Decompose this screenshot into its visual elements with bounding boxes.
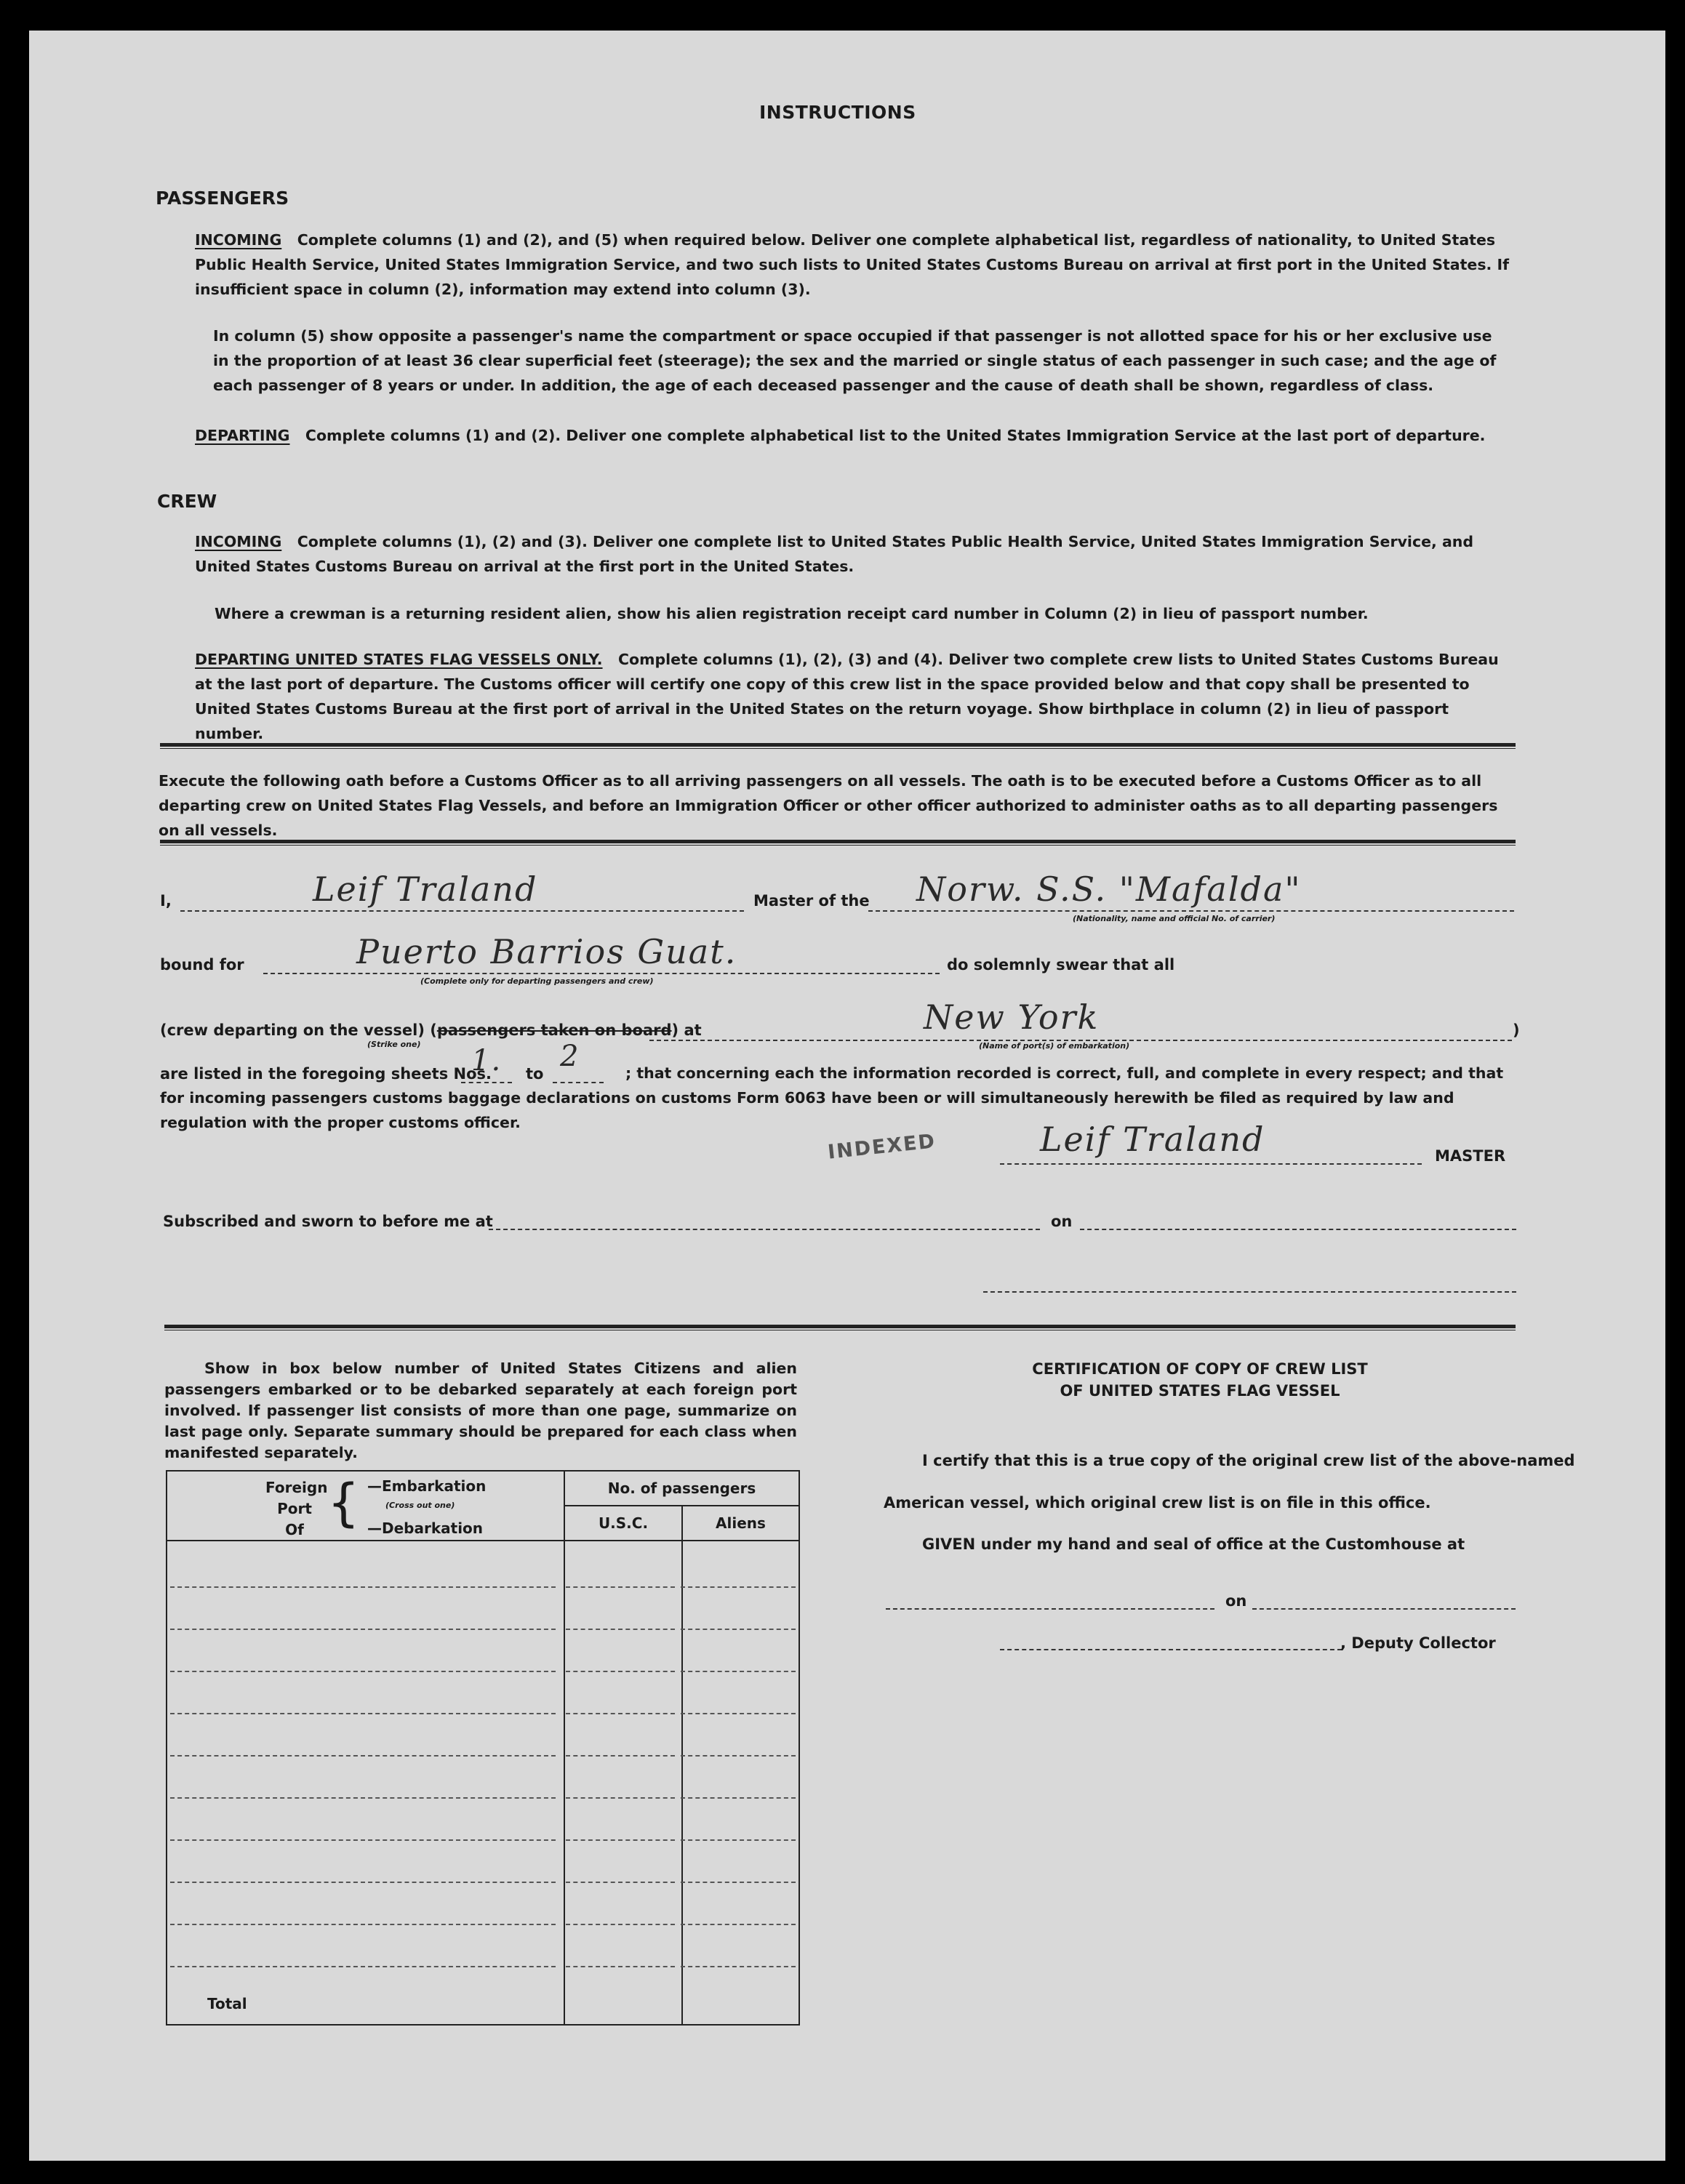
port-label: Port xyxy=(277,1500,312,1517)
summary-note: Show in box below number of United States Citizens and alien passengers embarked or to be debarked separately at each foreign port involved. If passenger list consists of more than one page, summarize on last page only. Separate summary should be prepared for each class when manifested separately. xyxy=(164,1360,797,1461)
on-label: on xyxy=(1051,1213,1073,1230)
sheet-to-handwritten: 2 xyxy=(560,1040,580,1073)
table-row-line[interactable] xyxy=(566,1713,675,1714)
destination-line xyxy=(263,973,940,974)
aliens-header: Aliens xyxy=(682,1506,799,1541)
table-row-line[interactable] xyxy=(566,1755,675,1757)
table-row-line[interactable] xyxy=(170,1839,556,1841)
table-row-line[interactable] xyxy=(170,1882,556,1883)
certify-line-3: GIVEN under my hand and seal of office at the Customhouse at xyxy=(922,1535,1465,1553)
port-header-cell xyxy=(167,1471,564,1541)
table-row-line[interactable] xyxy=(566,1671,675,1672)
deputy-signature-line[interactable] xyxy=(1000,1649,1342,1650)
debarkation-label: —Debarkation xyxy=(367,1519,484,1537)
usc-header: U.S.C. xyxy=(564,1506,682,1541)
port-handwritten: New York xyxy=(924,997,1100,1037)
table-row-line[interactable] xyxy=(681,1839,796,1841)
sheet-from-handwritten: 1. xyxy=(471,1044,503,1077)
destination-caption: (Complete only for departing passengers and crew) xyxy=(420,976,654,986)
foreign-label: Foreign xyxy=(265,1479,328,1496)
table-row-line[interactable] xyxy=(170,1671,556,1672)
oath-i-label: I, xyxy=(160,892,172,910)
divider xyxy=(160,840,1516,846)
indexed-stamp: INDEXED xyxy=(826,1130,937,1164)
master-label: MASTER xyxy=(1435,1147,1506,1165)
total-cell xyxy=(167,1541,564,2025)
divider xyxy=(164,1325,1516,1330)
destination-handwritten: Puerto Barrios Guat. xyxy=(356,932,737,971)
master-of-label: Master of the xyxy=(753,892,870,910)
passengers-departing-text: Complete columns (1) and (2). Deliver one complete alphabetical list to the United States Immigration Service at the last port of departure. xyxy=(305,427,1486,444)
crew-departing-text: Complete columns (1), (2), (3) and (4). Deliver two complete crew lists to United States Customs Bureau at the last port of departure. The Customs officer will certify one copy of this crew list in the space provided below and that copy shall be presented to United States Customs Bureau at the first port of arrival in the United States on the return voyage. Show birthplace in column (2) in lieu of passport number. xyxy=(195,651,1499,742)
crew-incoming-text: Complete columns (1), (2) and (3). Deliver one complete list to United States Public Health Service, United States Immigration Service, and United States Customs Bureau on arrival at the first port in the United States. xyxy=(195,533,1474,575)
table-row-line[interactable] xyxy=(681,1966,796,1967)
bound-for-label: bound for xyxy=(160,956,244,973)
usc-column xyxy=(564,1541,682,2025)
subscribed-label: Subscribed and sworn to before me at xyxy=(163,1213,493,1230)
divider xyxy=(160,743,1516,749)
table-row-line[interactable] xyxy=(681,1882,796,1883)
foreign-port-of xyxy=(265,1477,328,1541)
table-row-line[interactable] xyxy=(566,1797,675,1799)
oath-intro: Execute the following oath before a Customs Officer as to all arriving passengers on all vessels. The oath is to be executed before a Customs Officer as to all departing crew on United States Flag Vessels, and before an Immigration Officer or other officer authorized to administer oaths as to all departing passengers on all vessels. xyxy=(159,772,1498,839)
vessel-caption: (Nationality, name and official No. of carrier) xyxy=(1073,914,1276,923)
deputy-collector-label: , Deputy Collector xyxy=(1340,1634,1496,1652)
certification-heading xyxy=(945,1358,1454,1402)
table-row-line[interactable] xyxy=(170,1586,556,1588)
cross-out-caption: (Cross out one) xyxy=(385,1501,455,1510)
embarkation-label: —Embarkation xyxy=(367,1477,487,1495)
table-row-line[interactable] xyxy=(170,1924,556,1925)
table-row-line[interactable] xyxy=(681,1671,796,1672)
crew-incoming-label: INCOMING xyxy=(195,533,282,550)
certification-heading-line-2: OF UNITED STATES FLAG VESSEL xyxy=(1060,1382,1340,1400)
passengers-incoming xyxy=(195,228,1511,302)
to-label: to xyxy=(526,1065,544,1083)
table-row-line[interactable] xyxy=(681,1713,796,1714)
table-row-line[interactable] xyxy=(566,1839,675,1841)
page-title: INSTRUCTIONS xyxy=(759,102,916,123)
table-row-line[interactable] xyxy=(681,1629,796,1630)
table-row-line[interactable] xyxy=(170,1797,556,1799)
passengers-departing-label: DEPARTING xyxy=(195,427,290,444)
total-label: Total xyxy=(207,1995,247,2012)
signature-line xyxy=(1000,1163,1422,1165)
officer-signature-line[interactable] xyxy=(983,1291,1516,1293)
certify-line-2: American vessel, which original crew list is on file in this office. xyxy=(884,1494,1431,1511)
table-row-line[interactable] xyxy=(681,1797,796,1799)
no-passengers-header: No. of passengers xyxy=(564,1471,799,1506)
close-paren: ) xyxy=(1513,1021,1520,1039)
passengers-incoming-text: Complete columns (1) and (2), and (5) when required below. Deliver one complete alphabetical list, regardless of nationality, to United States Public Health Service, United States Immigration Service, and two such lists to United States Customs Bureau on arrival at first port in the United States. If insufficient space in column (2), information may extend into column (3). xyxy=(195,231,1509,298)
oath-body: ; that concerning each the information recorded is correct, full, and complete in every respect; and that for incoming passengers customs baggage declarations on customs Form 6063 have been or will simultaneously herewith be filed as required by law and regulation with the proper customs officer. xyxy=(160,1064,1504,1131)
vessel-line xyxy=(868,910,1514,912)
brace-icon: { xyxy=(327,1473,360,1533)
table-row-line[interactable] xyxy=(566,1966,675,1967)
crew-heading: CREW xyxy=(157,491,217,512)
table-row-line[interactable] xyxy=(566,1882,675,1883)
cert-on-label: on xyxy=(1225,1592,1247,1610)
crew-departing-oath-label: (crew departing on the vessel) ( xyxy=(160,1021,437,1039)
sworn-place-line[interactable] xyxy=(489,1229,1040,1230)
master-name-handwritten: Leif Traland xyxy=(313,870,538,909)
table-row-line[interactable] xyxy=(566,1924,675,1925)
table-row-line[interactable] xyxy=(170,1755,556,1757)
table-row-line[interactable] xyxy=(566,1586,675,1588)
crew-incoming xyxy=(195,529,1513,579)
crew-departing-label: DEPARTING UNITED STATES FLAG VESSELS ONLY. xyxy=(195,651,603,668)
certification-heading-line-1: CERTIFICATION OF COPY OF CREW LIST xyxy=(1032,1360,1368,1378)
passengers-heading: PASSENGERS xyxy=(156,188,289,209)
table-row-line[interactable] xyxy=(170,1629,556,1630)
column5-instructions: In column (5) show opposite a passenger's name the compartment or space occupied if that passenger is not allotted space for his or her exclusive use in the proportion of at least 36 clear superficial feet (steerage); the sex and the married or single status of each passenger in such case; and the age of each passenger of 8 years or under. In addition, the age of each deceased passenger and the cause of death shall be shown, regardless of class. xyxy=(213,327,1497,394)
passengers-departing xyxy=(195,423,1511,448)
table-row-line[interactable] xyxy=(566,1629,675,1630)
cert-date-line[interactable] xyxy=(1252,1608,1516,1610)
master-signature: Leif Traland xyxy=(1040,1120,1265,1159)
table-row-line[interactable] xyxy=(681,1755,796,1757)
vessel-handwritten: Norw. S.S. "Mafalda" xyxy=(916,870,1302,909)
port-caption: (Name of port(s) of embarkation) xyxy=(979,1041,1130,1051)
at-label: at xyxy=(684,1021,702,1039)
crewman-alien-note: Where a crewman is a returning resident alien, show his alien registration receipt card number in Column (2) in lieu of passport number. xyxy=(215,605,1369,622)
crew-departing-oath: (crew departing on the vessel) (passengers taken on board) at xyxy=(160,1021,702,1039)
passenger-summary-table xyxy=(166,1470,800,2026)
passengers-incoming-label: INCOMING xyxy=(195,231,282,249)
struck-passengers-text: passengers taken on board xyxy=(436,1021,672,1039)
certify-line-1: I certify that this is a true copy of the original crew list of the above-named xyxy=(922,1452,1575,1469)
listed-sheets-label: are listed in the foregoing sheets Nos. xyxy=(160,1065,492,1083)
crew-departing xyxy=(195,647,1513,746)
master-name-line xyxy=(180,910,744,912)
customhouse-line[interactable] xyxy=(886,1608,1214,1610)
solemnly-swear-label: do solemnly swear that all xyxy=(947,956,1175,973)
table-row-line[interactable] xyxy=(170,1966,556,1967)
table-row-line[interactable] xyxy=(681,1924,796,1925)
of-label: Of xyxy=(285,1521,304,1538)
sworn-date-line[interactable] xyxy=(1080,1229,1516,1230)
strike-caption: (Strike one) xyxy=(367,1040,421,1049)
table-row-line[interactable] xyxy=(681,1586,796,1588)
aliens-column xyxy=(682,1541,799,2025)
table-row-line[interactable] xyxy=(170,1713,556,1714)
